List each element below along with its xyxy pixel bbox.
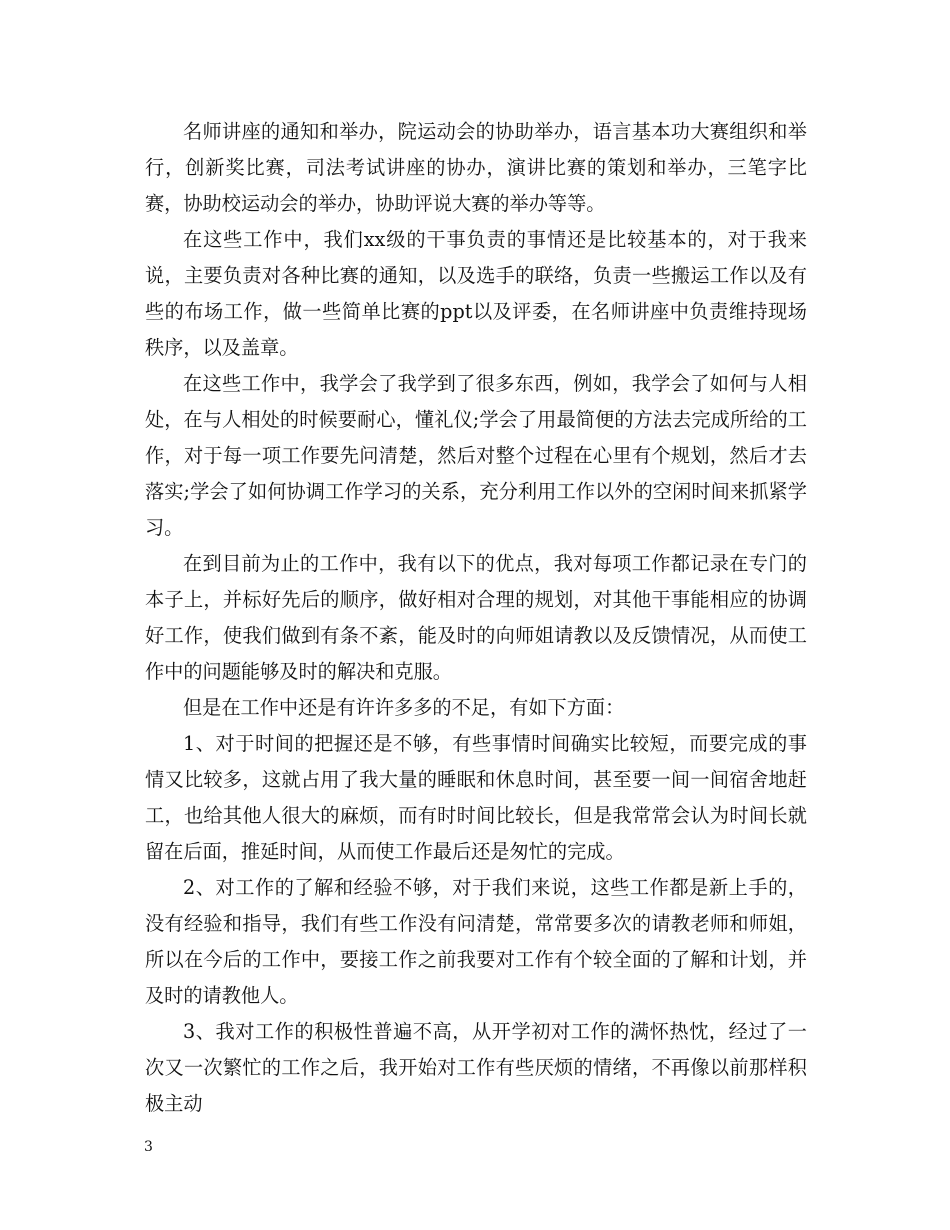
paragraph-5: 但是在工作中还是有许许多多的不足，有如下方面： (183, 696, 625, 719)
document-body (145, 114, 807, 1122)
paragraph-3: 在这些工作中，我学会了我学到了很多东西，例如，我学会了如何与人相处，在与人相处的时候要耐心，懂礼仪;学会了用最简便的方法去完成所给的工作，对于每一项工作要先问清楚，然后对整个过程在心里有个规划，然后才去落实;学会了如何协调工作学习的关系，充分利用工作以外的空闲时间来抓紧学习。 (145, 372, 807, 539)
paragraph-1: 名师讲座的通知和举办，院运动会的协助举办，语言基本功大赛组织和举行，创新奖比赛，司法考试讲座的协办，演讲比赛的策划和举办，三笔字比赛，协助校运动会的举办，协助评说大赛的举办等等。 (145, 120, 807, 215)
paragraph-7: 2、对工作的了解和经验不够，对于我们来说，这些工作都是新上手的，没有经验和指导，我们有些工作没有问清楚，常常要多次的请教老师和师姐，所以在今后的工作中，要接工作之前我要对工作有个较全面的了解和计划，并及时的请教他人。 (145, 876, 807, 1007)
page-number: 3 (144, 1139, 153, 1155)
paragraph-8: 3、我对工作的积极性普遍不高，从开学初对工作的满怀热忱，经过了一次又一次繁忙的工作之后，我开始对工作有些厌烦的情绪，不再像以前那样积极主动 (145, 1020, 807, 1115)
paragraph-6: 1、对于时间的把握还是不够，有些事情时间确实比较短，而要完成的事情又比较多，这就占用了我大量的睡眠和休息时间，甚至要一间一间宿舍地赶工，也给其他人很大的麻烦，而有时时间比较长，但是我常常会认为时间长就留在后面，推延时间，从而使工作最后还是匆忙的完成。 (145, 732, 807, 863)
paragraph-2: 在这些工作中，我们xx级的干事负责的事情还是比较基本的，对于我来说，主要负责对各种比赛的通知，以及选手的联络，负责一些搬运工作以及有些的布场工作，做一些简单比赛的ppt以及评委，在名师讲座中负责维持现场秩序，以及盖章。 (145, 228, 807, 359)
paragraph-4: 在到目前为止的工作中，我有以下的优点，我对每项工作都记录在专门的本子上，并标好先后的顺序，做好相对合理的规划，对其他干事能相应的协调好工作，使我们做到有条不紊，能及时的向师姐请教以及反馈情况，从而使工作中的问题能够及时的解决和克服。 (145, 552, 807, 683)
